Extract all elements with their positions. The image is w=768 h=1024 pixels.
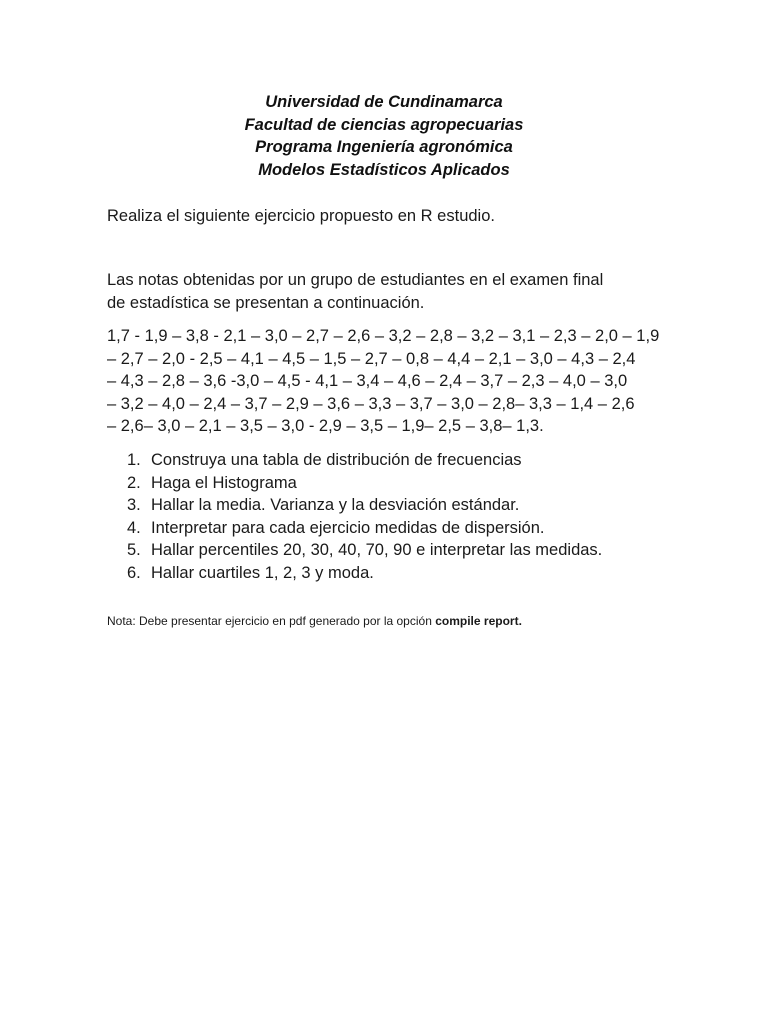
- intro-instruction: Realiza el siguiente ejercicio propuesto en R estudio.: [107, 207, 495, 225]
- problem-line: Las notas obtenidas por un grupo de estudiantes en el examen final: [107, 271, 604, 289]
- task-list: [107, 449, 667, 585]
- problem-statement: [107, 269, 667, 314]
- list-item: [107, 562, 667, 585]
- note-emphasis: compile report.: [435, 614, 522, 628]
- task-text: Hallar percentiles 20, 30, 40, 70, 90 e interpretar las medidas.: [151, 541, 603, 560]
- program-name: Programa Ingeniería agronómica: [255, 138, 513, 157]
- grades-data: [107, 325, 667, 438]
- grades-line: – 4,3 – 2,8 – 3,6 -3,0 – 4,5 - 4,1 – 3,4 – 4,6 – 2,4 – 3,7 – 2,3 – 4,0 – 3,0: [107, 372, 628, 391]
- grades-line: – 2,7 – 2,0 - 2,5 – 4,1 – 4,5 – 1,5 – 2,7 – 0,8 – 4,4 – 2,1 – 3,0 – 4,3 – 2,4: [107, 349, 636, 368]
- task-number: 3.: [127, 496, 141, 515]
- task-number: 2.: [127, 473, 141, 492]
- university-name: Universidad de Cundinamarca: [265, 93, 503, 111]
- list-item: [107, 539, 667, 562]
- grades-line: 1,7 - 1,9 – 3,8 - 2,1 – 3,0 – 2,7 – 2,6 – 3,2 – 2,8 – 3,2 – 3,1 – 2,3 – 2,0 – 1,9: [107, 327, 660, 345]
- task-text: Haga el Histograma: [151, 473, 297, 492]
- task-text: Interpretar para cada ejercicio medidas de dispersión.: [151, 518, 545, 537]
- list-item: [107, 472, 667, 495]
- task-text: Construya una tabla de distribución de frecuencias: [151, 451, 522, 469]
- task-number: 1.: [127, 451, 141, 469]
- faculty-name: Facultad de ciencias agropecuarias: [244, 115, 524, 134]
- document-header: [0, 91, 768, 182]
- problem-line: de estadística se presentan a continuación.: [107, 293, 425, 312]
- submission-note: [107, 612, 667, 630]
- list-item: [107, 449, 667, 472]
- course-name: Modelos Estadísticos Aplicados: [258, 161, 510, 180]
- list-item: [107, 517, 667, 540]
- grades-line: – 3,2 – 4,0 – 2,4 – 3,7 – 2,9 – 3,6 – 3,3 – 3,7 – 3,0 – 2,8– 3,3 – 1,4 – 2,6: [107, 394, 635, 413]
- task-text: Hallar cuartiles 1, 2, 3 y moda.: [151, 563, 374, 582]
- task-number: 4.: [127, 518, 141, 537]
- task-number: 5.: [127, 541, 141, 560]
- task-text: Hallar la media. Varianza y la desviación estándar.: [151, 496, 520, 515]
- task-number: 6.: [127, 563, 141, 582]
- list-item: [107, 494, 667, 517]
- note-text: Nota: Debe presentar ejercicio en pdf generado por la opción: [107, 614, 436, 628]
- grades-line: – 2,6– 3,0 – 2,1 – 3,5 – 3,0 - 2,9 – 3,5 – 1,9– 2,5 – 3,8– 1,3.: [107, 417, 544, 436]
